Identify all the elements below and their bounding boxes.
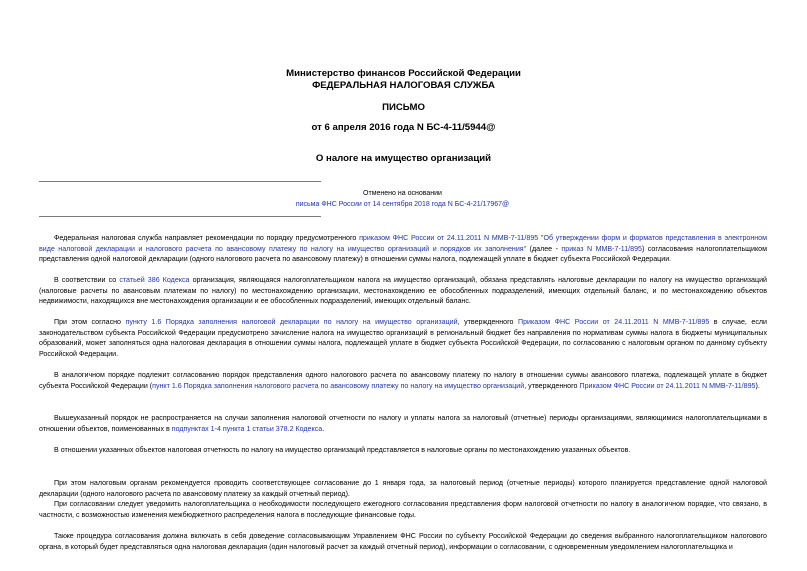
paragraph-7: При этом налоговым органам рекомендуется проводить соответствующее согласование до 1 января года, за налоговый период (отчетные периоды) которого планируется представление одной налоговой декларации (одного налогового расчета по авансовому платежу за каждый отчетный период). — [39, 479, 767, 498]
article-378-2-link[interactable]: подпунктах 1-4 пункта 1 статьи 378.2 Кодекса — [171, 424, 323, 433]
p2-text-1: В соответствии со — [54, 276, 120, 284]
document-subject: О налоге на имущество организаций — [315, 153, 492, 164]
ministry-heading: Министерство финансов Российской Федерации — [286, 68, 521, 79]
paragraph-1 — [39, 233, 767, 265]
p3-text-1: При этом согласно — [54, 318, 126, 326]
p3-text-2: , утвержденного — [457, 318, 518, 326]
divider-top — [39, 181, 321, 182]
paragraph-2 — [39, 275, 767, 307]
p4-text-3: ). — [755, 381, 760, 390]
annulment-link-wrap — [180, 199, 625, 210]
declaration-procedure-link[interactable]: пункту 1.6 Порядка заполнения налоговой декларации по налогу на имущество организаций — [125, 318, 458, 326]
p5-text-2: . — [322, 424, 325, 433]
article-386-link[interactable]: статьей 386 Кодекса — [119, 276, 190, 284]
order-895-link-3[interactable]: Приказом ФНС России от 24.11.2011 N ММВ-7-11/895 — [579, 381, 756, 390]
p1-text-2: (далее - — [526, 244, 562, 253]
service-heading: ФЕДЕРАЛЬНАЯ НАЛОГОВАЯ СЛУЖБА — [312, 80, 495, 91]
paragraph-3 — [39, 317, 767, 360]
advance-calc-procedure-link[interactable]: пункт 1.6 Порядка заполнения налогового расчета по авансовому платежу по налогу на имущество организаций — [152, 381, 525, 390]
p3-text-3: в случае, если законодательством субъекта Российской Федерации предусмотрено зачисление налога на имущество организаций в региональный бюджет без направления по нормативам суммы налога в бюджеты муниципальных образований, может заполняться одна налоговая декларация в отношении суммы налога, подлежащей уплате в бюджет субъекта Российской Федерации, по согласованию с налоговым органом по данному субъекту Российской Федерации. — [39, 318, 767, 359]
paragraph-9: Также процедура согласования должна включать в себя доведение согласовывающим Управлением ФНС России по субъекту Российской Федерации до сведения выбранного налогоплательщиком налогового органа, в который будет представляться одна налоговая декларация (один налоговый расчет за каждый отчетный период), информации о согласовании, с одновременным уведомлением налогоплательщика и — [39, 532, 767, 551]
paragraph-8: При согласовании следует уведомить налогоплательщика о необходимости последующего ежегодного согласования представления форм налоговой отчетности по налогу в аналогичном порядке, что связано, в частности, с возможностью изменения межбюджетного распределения налога в последующие финансовые годы. — [39, 500, 767, 519]
order-895-link-2[interactable]: Приказом ФНС России от 24.11.2011 N ММВ-7-11/895 — [517, 318, 710, 326]
divider-bottom — [39, 216, 321, 217]
document-number: от 6 апреля 2016 года N БС-4-11/5944@ — [311, 122, 496, 133]
annulment-link[interactable]: письма ФНС России от 14 сентября 2018 года N БС-4-21/17967@ — [295, 201, 510, 208]
p4-text-1: В аналогичном порядке подлежит согласованию порядок представления одного налогового расчета по авансовому платежу по налогу в отношении суммы авансового платежа, подлежащей уплате в бюджет субъекта Российской Федерации ( — [39, 371, 767, 390]
order-895-short-link[interactable]: приказ N ММВ-7-11/895 — [561, 244, 642, 253]
p2-text-2: организация, являющаяся налогоплательщиком налога на имущество организаций, обязана представлять налоговые декларации по налогу на имущество организаций (налоговые расчеты по авансовым платежам по налогу) по местонахождению организации, местонахождению ее обособленных подразделений, имеющих отдельный баланс, и по местонахождению объектов недвижимости, находящихся вне местонахождения организации и ее обособленных подразделений, имеющих отдельный баланс. — [39, 276, 767, 306]
paragraph-6: В отношении указанных объектов налоговая отчетность по налогу на имущество организаций представляется в налоговые органы по местонахождению указанных объектов. — [54, 446, 631, 454]
paragraph-4 — [39, 370, 767, 391]
p1-text-1: Федеральная налоговая служба направляет рекомендации по порядку предусмотренного — [54, 234, 360, 242]
document-type: ПИСЬМО — [382, 102, 425, 113]
p4-text-2: , утвержденного — [524, 381, 580, 390]
paragraph-5 — [39, 413, 767, 434]
p1-text-3: ) согласования налогоплательщиком представления одной налоговой декларации (одного налогового расчета по авансовому платежу) в отношении суммы налога, подлежащей уплате в бюджет субъекта Российской Федерации. — [39, 244, 767, 264]
annulment-note: Отменено на основании — [363, 190, 442, 197]
order-895-link[interactable]: приказом ФНС России от 24.11.2011 N ММВ-7-11/895 "Об утверждении форм и форматов представления в электронном виде налоговой декларации и налогового расчета по авансовому платежу по налогу на имущество организаций и порядков их заполнения" — [39, 234, 767, 253]
p5-text-1: Вышеуказанный порядок не распространяется на случаи заполнения налоговой отчетности по налогу и уплаты налога за налоговый (отчетные) периоды организациями, являющимися налогоплательщиками в отношении объектов, поименованных в — [39, 414, 767, 433]
